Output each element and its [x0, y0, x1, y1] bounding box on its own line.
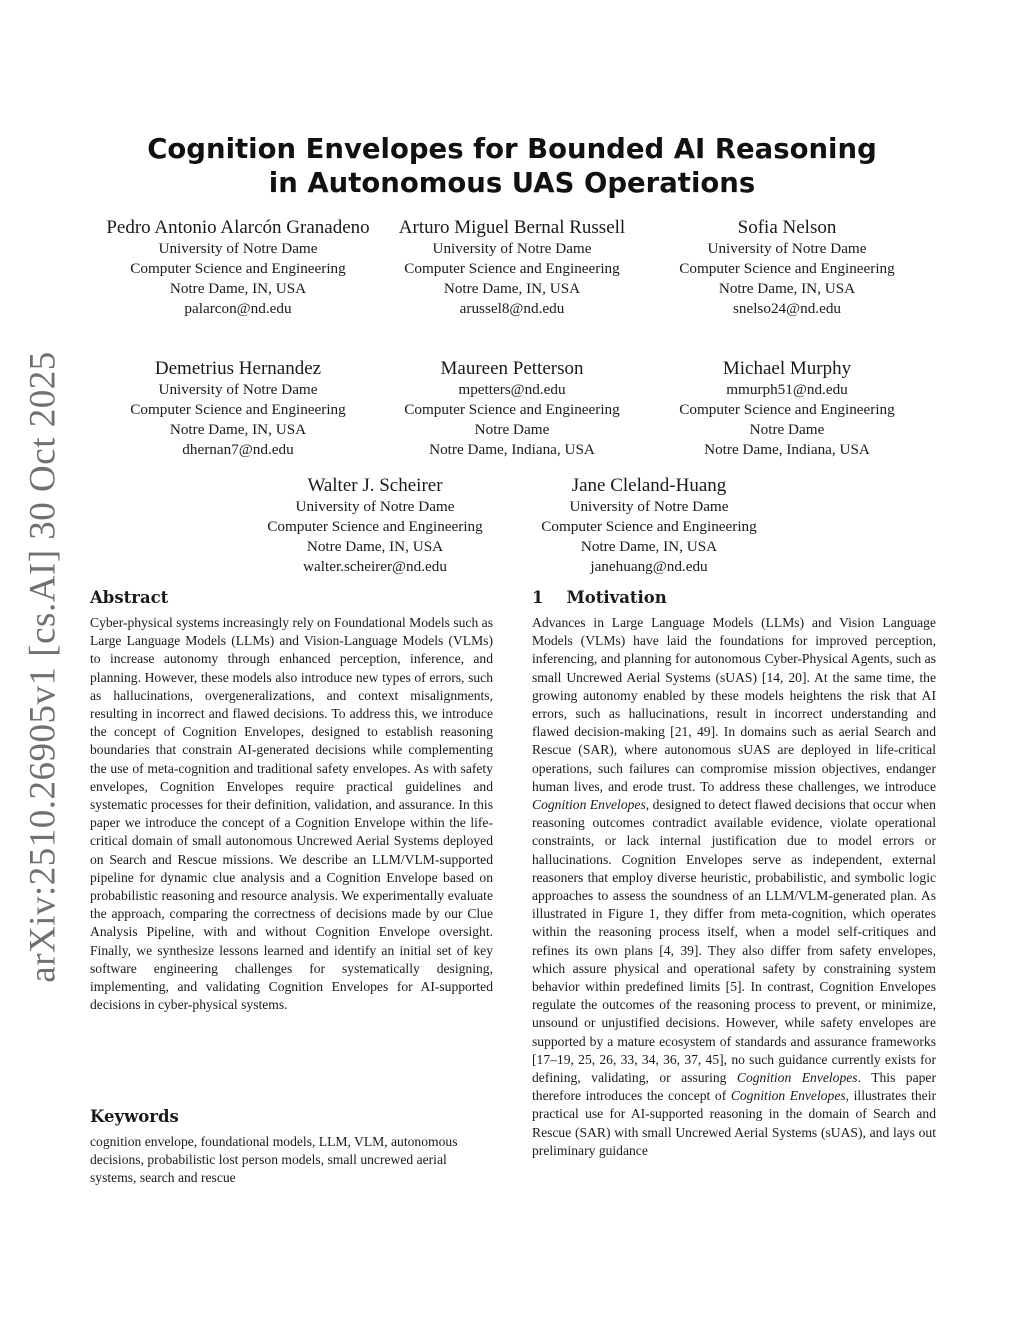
author-affiliation: University of Notre Dame: [569, 498, 729, 515]
motivation-text-part-1: Advances in Large Language Models (LLMs) and Vision Language Models (VLMs) have laid the foundations for improved perception, inferencing, and planning for autonomous Cyber-Physical Agents, such as small Uncrewed Aerial Systems (sUAS) [14, 20]. At the same time, the growing autonomy enabled by these models heightens the risk that AI errors, such as hallucinations, result in incorrect understanding and flawed decision-making [21, 49]. In domains such as aerial Search and Rescue (SAR), where autonomous sUAS are deployed in life-critical operations, such failures can compromise mission objectives, endanger human lives, and erode trust. To address these challenges, we introduce: [532, 615, 936, 794]
author-location: Notre Dame, IN, USA: [169, 280, 307, 297]
author-block-4: [103, 357, 373, 460]
author-affiliation: University of Notre Dame: [158, 240, 318, 257]
arxiv-sidebar: [18, 351, 68, 983]
keywords-text: cognition envelope, foundational models, LLM, VLM, autonomous decisions, probabilistic lost person models, small uncrewed aerial systems, search and rescue: [90, 1134, 458, 1186]
author-email[interactable]: dhernan7@nd.edu: [182, 441, 294, 458]
arxiv-identifier[interactable]: arXiv:2510.26905v1 [cs.AI] 30 Oct 2025: [22, 351, 64, 983]
author-name: Walter J. Scheirer: [307, 475, 443, 496]
author-location: Notre Dame, IN, USA: [169, 421, 307, 438]
motivation-text-part-3: . This paper therefore introduces the concept of: [532, 1070, 936, 1104]
motivation-text: [532, 614, 936, 1160]
paper-title-line-2: in Autonomous UAS Operations: [268, 167, 756, 199]
author-block-2: [377, 216, 647, 319]
author-block-6: [652, 357, 922, 460]
author-email[interactable]: walter.scheirer@nd.edu: [303, 558, 447, 575]
author-name: Pedro Antonio Alarcón Granadeno: [106, 217, 370, 238]
motivation-emphasis-2: Cognition Envelopes: [736, 1070, 858, 1086]
author-email[interactable]: mpetters@nd.edu: [458, 381, 566, 398]
keywords-heading: Keywords: [90, 1107, 179, 1126]
motivation-text-part-2: , designed to detect flawed decisions that occur when reasoning outcomes contradict available evidence, violate operational constraints, or lack internal justification due to model errors or hallucinations. Cognition Envelopes serve as independent, external reasoners that employ diverse heuristic, probabilistic, and symbolic logic approaches to assess the soundness of an LLM/VLM-generated plan. As illustrated in Figure 1, they differ from meta-cognition, which operates within the reasoning process itself, when a model self-critiques and refines its own plans [4, 39]. They also differ from safety envelopes, which assure physical and operational safety by constraining system behavior within predefined limits [5]. In contrast, Cognition Envelopes regulate the outcomes of the reasoning process to prevent, or minimize, unsound or unjustified decisions. However, while safety envelopes are supported by a mature ecosystem of standards and assurance frameworks [17–19, 25, 26, 33, 34, 36, 37, 45], no such guidance currently exists for defining, validating, or assuring: [532, 797, 936, 1086]
author-affiliation: University of Notre Dame: [158, 381, 318, 398]
author-department: Computer Science and Engineering: [679, 260, 895, 277]
abstract-heading: Abstract: [90, 588, 169, 607]
motivation-heading: 1 Motivation: [532, 588, 667, 607]
author-name: Arturo Miguel Bernal Russell: [398, 217, 626, 238]
author-name: Demetrius Hernandez: [154, 358, 322, 379]
author-affiliation: Notre Dame: [474, 421, 550, 438]
author-email[interactable]: arussel8@nd.edu: [459, 300, 565, 317]
abstract-text: Cyber-physical systems increasingly rely on Foundational Models such as Large Language Models (LLMs) and Vision-Language Models (VLMs) to increase autonomy through enhanced perception, inference, and planning. However, these models also introduce new types of errors, such as hallucinations, overgeneralizations, and context misalignments, resulting in incorrect and flawed decisions. To address this, we introduce the concept of Cognition Envelopes, designed to establish reasoning boundaries that constrain AI-generated decisions while complementing the use of meta-cognition and traditional safety envelopes. As with safety envelopes, Cognition Envelopes require practical guidelines and systematic processes for their definition, validation, and assurance. In this paper we introduce the concept of a Cognition Envelope within the life-critical domain of small autonomous Uncrewed Aerial Systems deployed on Search and Rescue missions. We describe an LLM/VLM-supported pipeline for dynamic clue analysis and a Cognition Envelope based on probabilistic reasoning and resource analysis. We experimentally evaluate the approach, comparing the correctness of decisions made by our Clue Analysis Pipeline, with and without Cognition Envelope oversight. Finally, we synthesize lessons learned and identify an initial set of key software engineering challenges for systematically designing, implementing, and validating Cognition Envelopes for AI-supported decisions in cyber-physical systems.: [90, 615, 493, 1013]
author-email[interactable]: snelso24@nd.edu: [732, 300, 842, 317]
author-affiliation: Notre Dame: [749, 421, 825, 438]
author-department: Computer Science and Engineering: [267, 518, 483, 535]
paper-title-line-1: Cognition Envelopes for Bounded AI Reasoning: [147, 133, 877, 165]
author-location: Notre Dame, Indiana, USA: [429, 441, 595, 458]
author-name: Michael Murphy: [722, 358, 852, 379]
author-department: Computer Science and Engineering: [404, 401, 620, 418]
author-affiliation: University of Notre Dame: [707, 240, 867, 257]
author-block-7: [240, 474, 510, 577]
author-location: Notre Dame, Indiana, USA: [704, 441, 870, 458]
author-name: Jane Cleland-Huang: [571, 475, 727, 496]
author-block-8: [514, 474, 784, 577]
author-location: Notre Dame, IN, USA: [443, 280, 581, 297]
author-name: Sofia Nelson: [737, 217, 837, 238]
author-email[interactable]: janehuang@nd.edu: [590, 558, 708, 575]
author-email[interactable]: palarcon@nd.edu: [184, 300, 292, 317]
author-department: Computer Science and Engineering: [404, 260, 620, 277]
author-affiliation: University of Notre Dame: [295, 498, 455, 515]
motivation-text-part-4: , illustrates their practical use for AI-supported reasoning in the domain of Search and Rescue (SAR) with small Uncrewed Aerial Systems (sUAS), and lays out preliminary guidance: [532, 1088, 936, 1158]
author-block-1: [103, 216, 373, 319]
author-block-5: [377, 357, 647, 460]
author-location: Notre Dame, IN, USA: [580, 538, 718, 555]
author-email[interactable]: mmurph51@nd.edu: [726, 381, 848, 398]
author-block-3: [652, 216, 922, 319]
author-affiliation: University of Notre Dame: [432, 240, 592, 257]
author-name: Maureen Petterson: [440, 358, 584, 379]
motivation-emphasis-3: Cognition Envelopes: [730, 1088, 846, 1104]
author-location: Notre Dame, IN, USA: [718, 280, 856, 297]
author-location: Notre Dame, IN, USA: [306, 538, 444, 555]
author-department: Computer Science and Engineering: [541, 518, 757, 535]
motivation-emphasis-1: Cognition Envelopes: [532, 797, 646, 813]
author-department: Computer Science and Engineering: [130, 401, 346, 418]
author-department: Computer Science and Engineering: [130, 260, 346, 277]
paper-title: [112, 132, 912, 200]
author-department: Computer Science and Engineering: [679, 401, 895, 418]
